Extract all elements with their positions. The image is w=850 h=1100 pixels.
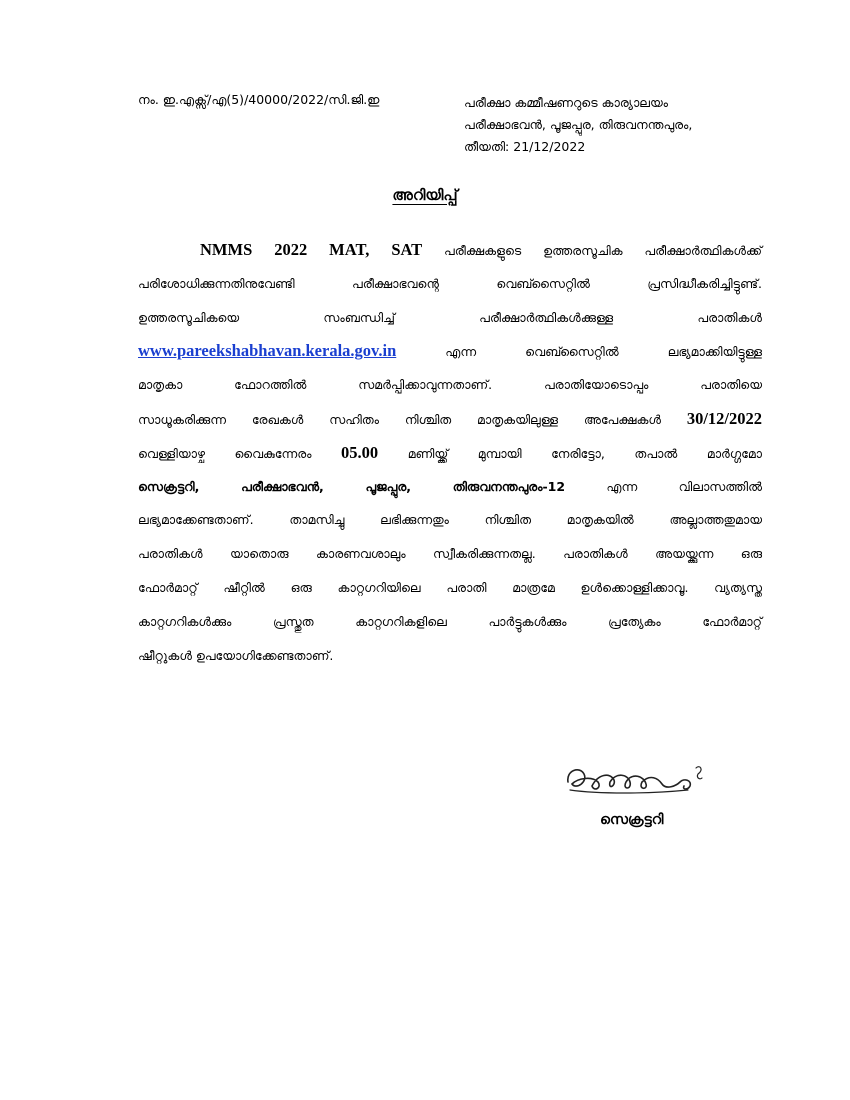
office-address-block xyxy=(464,92,692,158)
body-line-11: ഫോര്‍മാറ്റ് ഷീറ്റില്‍ ഒരു കാറ്റഗറിയിലെ പരാതി മാത്രമേ ഉള്‍ക്കൊള്ളിക്കാവൂ. വ്യത്യസ്ത xyxy=(138,579,762,595)
body-line-4: www.pareekshabhavan.kerala.gov.in എന്ന വെബ്സൈറ്റില്‍ ലഭ്യമാക്കിയിട്ടുള്ള xyxy=(138,341,762,361)
body-line-13: ഷീറ്റുകള്‍ ഉപയോഗിക്കേണ്ടതാണ്. xyxy=(138,647,334,663)
postal-address: സെക്രട്ടറി, പരീക്ഷാഭവന്‍, പൂജപ്പുര, തിരുവനന്തപുരം-12 xyxy=(138,478,566,494)
body-line-1: NMMS 2022 MAT, SAT പരീക്ഷകളുടെ ഉത്തരസൂചിക പരീക്ഷാര്‍ത്ഥികള്‍ക്ക് xyxy=(200,240,762,259)
date-line: തീയതി: 21/12/2022 xyxy=(464,139,586,154)
body-line-3: ഉത്തരസൂചികയെ സംബന്ധിച്ച് പരീക്ഷാര്‍ത്ഥികള്‍ക്കുള്ള പരാതികള്‍ xyxy=(138,309,762,325)
deadline-date: 30/12/2022 xyxy=(686,408,762,428)
body-line-12: കാറ്റഗറികള്‍ക്കും പ്രസ്തുത കാറ്റഗറികളിലെ പാര്‍ട്ടുകള്‍ക്കും പ്രത്യേകം ഫോര്‍മാറ്റ് xyxy=(138,613,762,629)
body-line-6: സാധൂകരിക്കുന്ന രേഖകള്‍ സഹിതം നിശ്ചിത മാതൃകയിലുള്ള അപേക്ഷകള്‍ 30/12/2022 xyxy=(138,408,762,428)
body-line-9: ലഭ്യമാക്കേണ്ടതാണ്. താമസിച്ചു ലഭിക്കുന്നതും നിശ്ചിത മാതൃകയില്‍ അല്ലാത്തതുമായ xyxy=(138,512,762,528)
signatory-designation: സെക്രട്ടറി xyxy=(600,812,664,828)
body-line-8: സെക്രട്ടറി, പരീക്ഷാഭവന്‍, പൂജപ്പുര, തിരുവനന്തപുരം-12 എന്ന വിലാസത്തില്‍ xyxy=(138,478,762,494)
notice-body xyxy=(138,236,762,675)
reference-number: നം. ഇ.എക്സ്/എ(5)/40000/2022/സി.ജി.ഇ xyxy=(138,92,380,107)
body-line-7: വെള്ളിയാഴ്ച വൈകുന്നേരം 05.00 മണിയ്ക്ക് മുമ്പായി നേരിട്ടോ, തപാല്‍ മാര്‍ഗ്ഗമോ xyxy=(138,442,763,462)
body-line-10: പരാതികള്‍ യാതൊരു കാരണവശാലും സ്വീകരിക്കുന്നതല്ല. പരാതികള്‍ അയയ്ക്കുന്ന ഒരു xyxy=(138,546,762,562)
signature-scribble xyxy=(558,760,708,800)
deadline-time: 05.00 xyxy=(341,442,379,462)
notice-title-wrapper xyxy=(0,186,850,204)
notice-title: അറിയിപ്പ് xyxy=(392,186,458,204)
body-line-2: പരിശോധിക്കുന്നതിനുവേണ്ടി പരീക്ഷാഭവന്റെ വെബ്സൈറ്റില്‍ പ്രസിദ്ധീകരിച്ചിട്ടുണ്ട്. xyxy=(138,275,762,291)
office-name: പരീക്ഷാ കമ്മീഷണറുടെ കാര്യാലയം xyxy=(464,95,668,110)
body-line-5: മാതൃകാ ഫോറത്തില്‍ സമര്‍പ്പിക്കാവുന്നതാണ്. പരാതിയോടൊപ്പം പരാതിയെ xyxy=(138,377,762,393)
office-location: പരീക്ഷാഭവന്‍, പൂജപ്പുര, തിരുവനന്തപുരം, xyxy=(464,117,693,132)
exam-names: NMMS 2022 MAT, SAT xyxy=(200,240,423,259)
website-link[interactable]: www.pareekshabhavan.kerala.gov.in xyxy=(138,341,397,361)
